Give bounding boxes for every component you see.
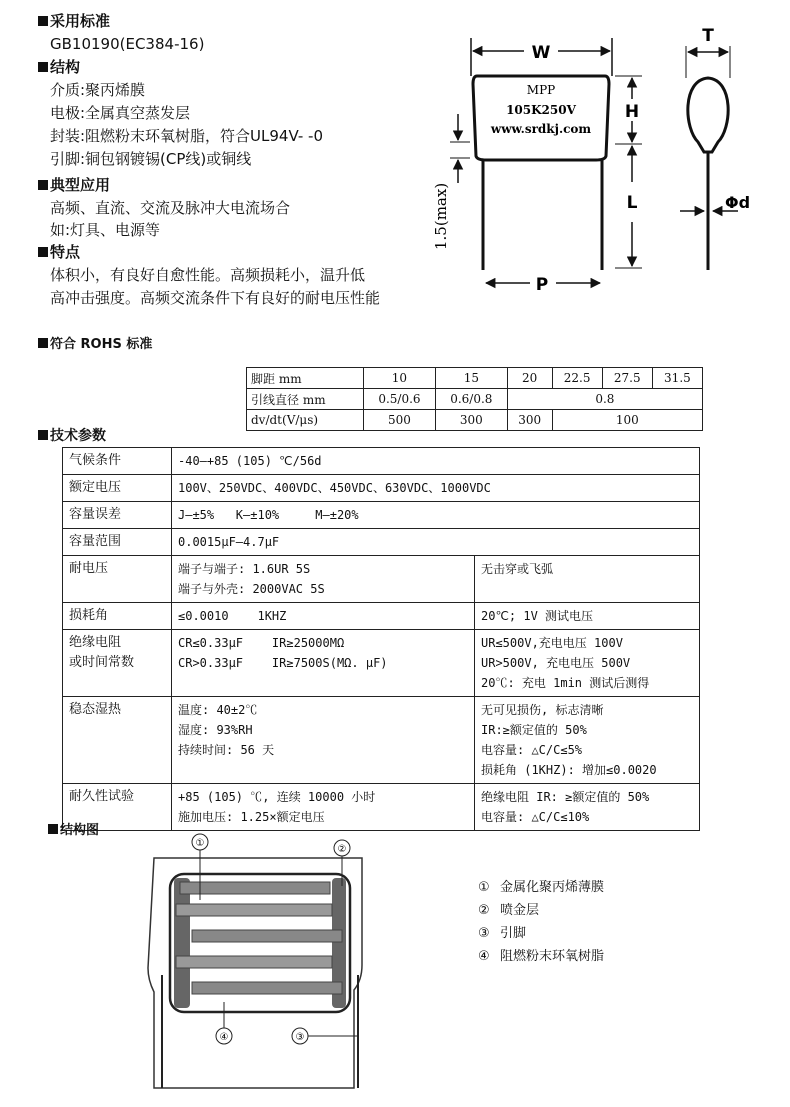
spec-key: 气候条件: [63, 448, 172, 475]
applications-text-2: 如:灯具、电源等: [50, 221, 161, 239]
lead-diameter-row: [247, 389, 703, 410]
spec-condition: [475, 630, 700, 697]
pitch-cell: 0.6/0.8: [435, 389, 507, 410]
spec-line: 绝缘电阻 IR: ≥额定值的 50%: [481, 790, 650, 804]
features-heading: 特点: [38, 241, 80, 263]
leads-text: 引脚:铜包钢镀锡(CP线)或铜线: [50, 150, 252, 168]
callout-2: ②: [337, 844, 347, 855]
spec-value: J—±5% K—±10% M—±20%: [172, 502, 700, 529]
spec-line: 或时间常数: [69, 655, 135, 670]
spec-line: 电容量: △C/C≤10%: [481, 810, 590, 824]
legend-text: 阻燃粉末环氧树脂: [500, 949, 605, 964]
legend-text: 引脚: [500, 926, 527, 941]
pitch-cell: 22.5: [552, 368, 602, 389]
film-layer: [176, 904, 332, 916]
spec-line: UR≤500V,充电电压 100V: [481, 636, 623, 650]
applications-text-1: 高频、直流、交流及脉冲大电流场合: [50, 199, 291, 217]
spec-key: 容量误差: [63, 502, 172, 529]
structure-legend: [478, 876, 604, 968]
spec-line: 端子与外壳: 2000VAC 5S: [178, 582, 325, 596]
dim-h-label: H: [624, 102, 640, 122]
table-row: [63, 475, 700, 502]
spec-line: 温度: 40±2℃: [178, 703, 258, 717]
spec-line: CR>0.33μF IR≥7500S(MΩ. μF): [178, 656, 388, 670]
spec-condition: [475, 784, 700, 831]
spec-value: ≤0.0010 1KHZ: [172, 603, 475, 630]
features-text-1: 体积小，有良好自愈性能。高频损耗小，温升低: [50, 266, 366, 284]
capacitor-side-view: [688, 78, 728, 152]
callout-3: ③: [295, 1032, 305, 1043]
dim-t-label: T: [702, 26, 714, 46]
dim-max-label: 1.5(max): [432, 182, 450, 250]
pitch-table: [246, 367, 703, 431]
legend-item: [478, 876, 604, 899]
spec-line: 20℃: 充电 1min 测试后测得: [481, 676, 650, 690]
pitch-cell: 10: [364, 368, 436, 389]
dim-w-label: W: [531, 43, 551, 63]
dim-d-label: Φd: [725, 193, 751, 212]
spec-value: [172, 556, 475, 603]
table-row: [63, 697, 700, 784]
spec-heading: 技术参数: [38, 425, 106, 447]
spec-value: [172, 697, 475, 784]
structure-diagram: [140, 830, 380, 1092]
legend-text: 喷金层: [500, 903, 540, 918]
capacitor-dimension-drawing: [420, 18, 780, 313]
legend-item: [478, 922, 604, 945]
features-text-2: 高冲击强度。高频交流条件下有良好的耐电压性能: [50, 289, 381, 307]
spec-line: IR:≥额定值的 50%: [481, 723, 587, 737]
pitch-cell: 27.5: [602, 368, 652, 389]
film-layer: [180, 882, 330, 894]
table-row: [63, 784, 700, 831]
table-row: [63, 603, 700, 630]
spec-line: 持续时间: 56 天: [178, 743, 275, 757]
pitch-cell: 100: [552, 410, 702, 431]
spec-line: CR≤0.33μF IR≥25000MΩ: [178, 636, 345, 650]
spec-value: [172, 630, 475, 697]
spec-key: 容量范围: [63, 529, 172, 556]
pitch-cell: 31.5: [652, 368, 702, 389]
spec-key: [63, 630, 172, 697]
legend-num: ③: [478, 926, 490, 941]
callout-4: ④: [219, 1032, 229, 1043]
film-layer: [176, 956, 332, 968]
spec-line: 无可见损伤, 标志清晰: [481, 703, 604, 717]
legend-num: ④: [478, 949, 490, 964]
structure-heading: 结构: [38, 56, 80, 78]
dvdt-row: [247, 410, 703, 431]
dim-p-label: P: [535, 275, 549, 295]
pitch-cell: 20: [507, 368, 552, 389]
applications-heading: 典型应用: [38, 174, 110, 196]
spec-condition: [475, 697, 700, 784]
pitch-cell: dv/dt(V/μs): [247, 410, 364, 431]
pitch-cell: 15: [435, 368, 507, 389]
spec-line: +85 (105) ℃, 连续 10000 小时: [178, 790, 376, 804]
rohs-heading: 符合 ROHS 标准: [38, 334, 152, 356]
pitch-cell: 300: [507, 410, 552, 431]
standard-value: GB10190(EC384-16): [50, 35, 205, 53]
spec-table: [62, 447, 700, 831]
pitch-cell: 脚距 mm: [247, 368, 364, 389]
pitch-cell: 0.5/0.6: [364, 389, 436, 410]
spec-line: UR>500V, 充电电压 500V: [481, 656, 631, 670]
spec-condition: 20℃; 1V 测试电压: [475, 603, 700, 630]
dim-l-label: L: [626, 193, 638, 213]
pitch-cell: 0.8: [507, 389, 702, 410]
spec-line: 端子与端子: 1.6UR 5S: [178, 562, 311, 576]
table-row: [63, 448, 700, 475]
encapsulation-text: 封装:阻燃粉末环氧树脂，符合UL94V- -0: [50, 127, 323, 145]
spec-value: [172, 784, 475, 831]
spec-key: 稳态湿热: [63, 697, 172, 784]
spec-key: 额定电压: [63, 475, 172, 502]
spray-layer-left: [174, 878, 190, 1008]
legend-text: 金属化聚丙烯薄膜: [500, 880, 605, 895]
film-layer: [192, 982, 342, 994]
legend-item: [478, 945, 604, 968]
callout-1: ①: [195, 838, 205, 849]
legend-num: ①: [478, 880, 490, 895]
pitch-cell: 300: [435, 410, 507, 431]
spec-value: 100V、250VDC、400VDC、450VDC、630VDC、1000VDC: [172, 475, 700, 502]
electrode-text: 电极:全属真空蒸发层: [50, 104, 191, 122]
table-row: [63, 502, 700, 529]
spec-key: 损耗角: [63, 603, 172, 630]
body-text-1: MPP: [526, 83, 556, 97]
legend-item: [478, 899, 604, 922]
table-row: [63, 529, 700, 556]
spec-value: -40—+85 (105) ℃/56d: [172, 448, 700, 475]
spec-line: 电容量: △C/C≤5%: [481, 743, 583, 757]
body-text-2: 105K250V: [506, 103, 576, 117]
pitch-cell: 引线直径 mm: [247, 389, 364, 410]
spec-condition: 无击穿或飞弧: [475, 556, 700, 603]
legend-num: ②: [478, 903, 490, 918]
standard-heading: 采用标准: [38, 10, 110, 32]
spec-line: 湿度: 93%RH: [178, 723, 253, 737]
spec-line: 绝缘电阻: [69, 635, 122, 650]
structure-diagram-heading: 结构图: [48, 820, 99, 842]
table-row: [63, 556, 700, 603]
body-text-3: www.srdkj.com: [490, 122, 592, 136]
dielectric-text: 介质:聚丙烯膜: [50, 81, 146, 99]
film-layer: [192, 930, 342, 942]
spec-key: 耐久性试验: [63, 784, 172, 831]
spec-line: 损耗角 (1KHZ): 增加≤0.0020: [481, 763, 657, 777]
spec-key: 耐电压: [63, 556, 172, 603]
spec-line: 施加电压: 1.25×额定电压: [178, 810, 325, 824]
pitch-row: [247, 368, 703, 389]
pitch-cell: 500: [364, 410, 436, 431]
table-row: [63, 630, 700, 697]
spec-value: 0.0015μF—4.7μF: [172, 529, 700, 556]
